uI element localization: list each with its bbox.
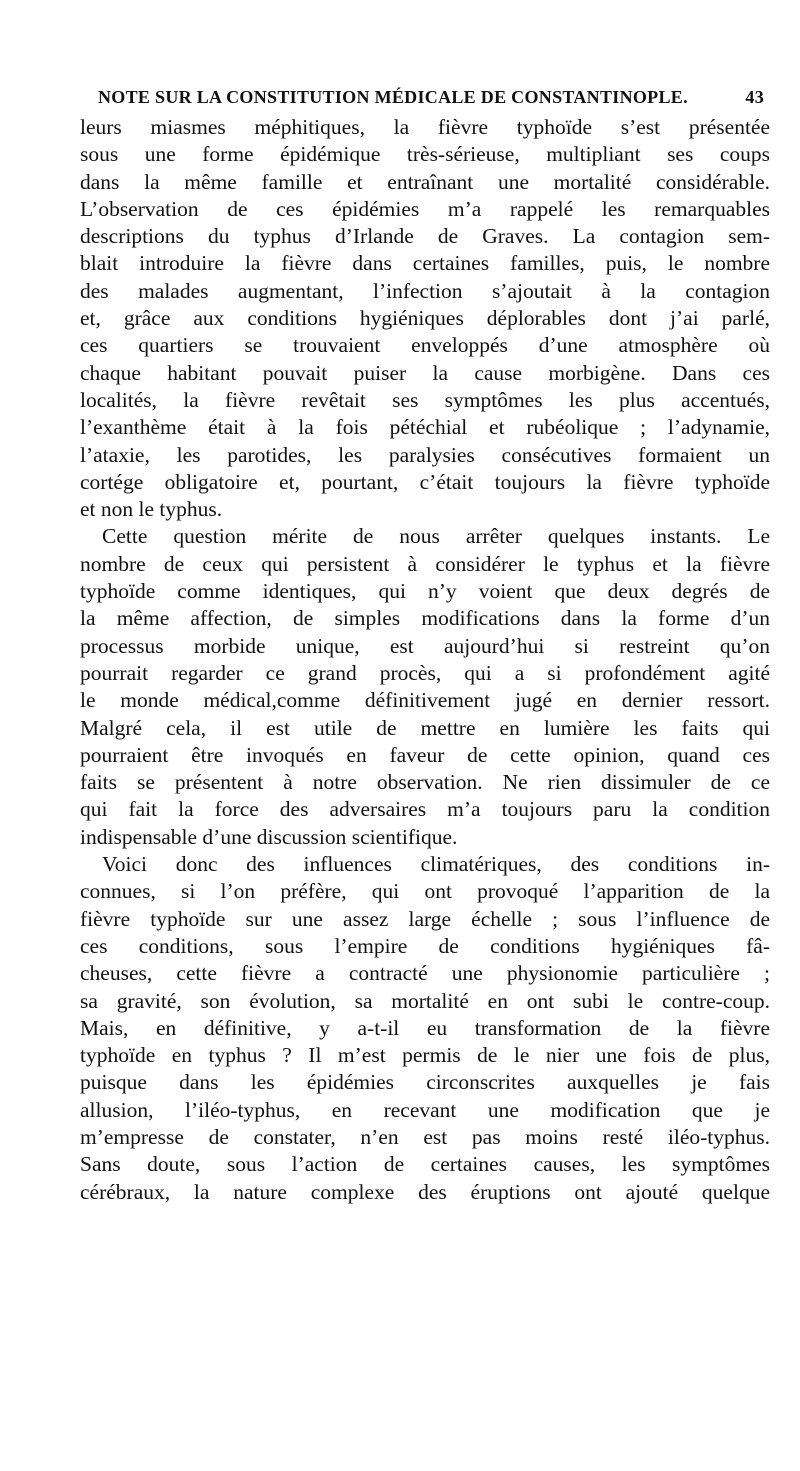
text-line: sa gravité, son évolution, sa mortalité en ont subi le contre-coup.	[80, 988, 770, 1013]
text-line: qui fait la force des adversaires m’a toujours paru la condition	[80, 797, 770, 822]
paragraph-start-line: Voici donc des influences climatériques, des conditions in-	[102, 852, 770, 877]
text-line: dans la même famille et entraînant une mortalité considérable.	[80, 169, 770, 194]
text-line: fièvre typhoïde sur une assez large échelle ; sous l’influence de	[80, 906, 770, 931]
text-line: faits se présentent à notre observation. Ne rien dissimuler de ce	[80, 770, 770, 795]
running-title: NOTE SUR LA CONSTITUTION MÉDICALE DE CONSTANTINOPLE.	[98, 87, 688, 107]
text-line: L’observation de ces épidémies m’a rappelé les remarquables	[80, 196, 770, 221]
text-line: m’empresse de constater, n’en est pas moins resté iléo-typhus.	[80, 1124, 770, 1149]
text-line: chaque habitant pouvait puiser la cause morbigène. Dans ces	[80, 360, 770, 385]
body-text	[80, 114, 770, 1206]
text-line: ces conditions, sous l’empire de conditions hygiéniques fâ-	[80, 933, 770, 958]
text-line: typhoïde comme identiques, qui n’y voient que deux degrés de	[80, 579, 770, 604]
text-line: ces quartiers se trouvaient enveloppés d’une atmosphère où	[80, 333, 770, 358]
text-line: cortége obligatoire et, pourtant, c’était toujours la fièvre typhoïde	[80, 469, 770, 494]
running-header	[98, 80, 764, 114]
text-line: cérébraux, la nature complexe des éruptions ont ajouté quelque	[80, 1179, 770, 1204]
paragraph-start-line: Cette question mérite de nous arrêter quelques instants. Le	[102, 524, 770, 549]
text-line: Sans doute, sous l’action de certaines causes, les symptômes	[80, 1152, 770, 1177]
text-line: blait introduire la fièvre dans certaines familles, puis, le nombre	[80, 251, 770, 276]
text-line: puisque dans les épidémies circonscrites auxquelles je fais	[80, 1070, 770, 1095]
page-number: 43	[745, 87, 764, 107]
text-line: des malades augmentant, l’infection s’ajoutait à la contagion	[80, 278, 770, 303]
text-line: pourraient être invoqués en faveur de cette opinion, quand ces	[80, 742, 770, 767]
text-line: sous une forme épidémique très-sérieuse, multipliant ses coups	[80, 142, 770, 167]
text-line: et, grâce aux conditions hygiéniques déplorables dont j’ai parlé,	[80, 306, 770, 331]
text-line: processus morbide unique, est aujourd’hui si restreint qu’on	[80, 633, 770, 658]
text-line: Malgré cela, il est utile de mettre en lumière les faits qui	[80, 715, 770, 740]
text-line: pourrait regarder ce grand procès, qui a si profondément agité	[80, 660, 770, 685]
text-line: Mais, en définitive, y a-t-il eu transformation de la fièvre	[80, 1015, 770, 1040]
text-line: connues, si l’on préfère, qui ont provoqué l’apparition de la	[80, 879, 770, 904]
text-line: descriptions du typhus d’Irlande de Graves. La contagion sem-	[80, 224, 770, 249]
text-line: l’ataxie, les parotides, les paralysies consécutives formaient un	[80, 442, 770, 467]
text-line: typhoïde en typhus ? Il m’est permis de le nier une fois de plus,	[80, 1043, 770, 1068]
text-line: le monde médical,comme définitivement jugé en dernier ressort.	[80, 688, 770, 713]
text-line: la même affection, de simples modifications dans la forme d’un	[80, 606, 770, 631]
paragraph-end-line: et non le typhus.	[80, 497, 223, 522]
text-line: l’exanthème était à la fois pétéchial et rubéolique ; l’adynamie,	[80, 415, 770, 440]
text-line: leurs miasmes méphitiques, la fièvre typhoïde s’est présentée	[80, 115, 770, 139]
text-line: allusion, l’iléo-typhus, en recevant une modification que je	[80, 1097, 770, 1122]
text-line: cheuses, cette fièvre a contracté une physionomie particulière ;	[80, 961, 770, 986]
paragraph-end-line: indispensable d’une discussion scientifique.	[80, 824, 458, 849]
text-line: nombre de ceux qui persistent à considérer le typhus et la fièvre	[80, 551, 770, 576]
text-line: localités, la fièvre revêtait ses symptômes les plus accentués,	[80, 387, 770, 412]
